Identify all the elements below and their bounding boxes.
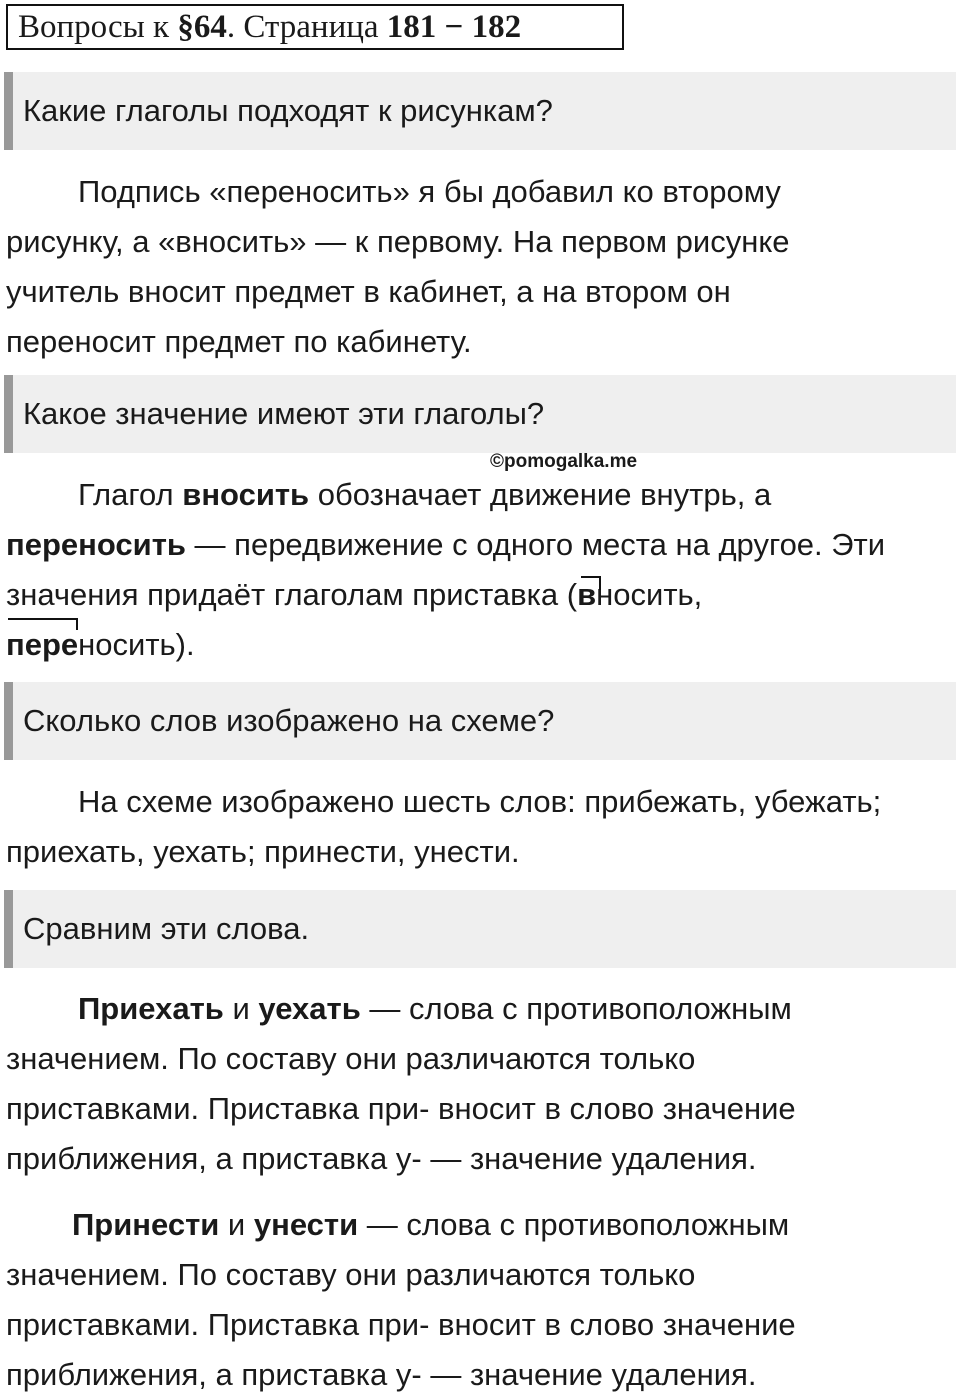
question-text-1: Какие глаголы подходят к рисункам? [23, 93, 553, 128]
answer-2-line [6, 520, 960, 570]
answer-4-line [6, 1200, 960, 1250]
text-run: обозначает движение внутрь, а [309, 477, 772, 512]
question-text-3: Сколько слов изображено на схеме? [23, 703, 555, 738]
prefix-bracket [8, 618, 78, 630]
answer-4-paragraph-1 [6, 984, 960, 1184]
text-run: — слова с противоположным [358, 1207, 790, 1242]
prefix-bracket [581, 576, 601, 590]
answer-3 [6, 777, 960, 877]
text-run: носить, [596, 577, 703, 612]
term-unesti: унести [253, 1207, 359, 1242]
answer-4-line: приближения, а приставка у- — значение удаления. [6, 1357, 757, 1392]
question-text-2: Какое значение имеют эти глаголы? [23, 396, 545, 431]
question-block-2 [4, 375, 956, 453]
term-uekhat: уехать [258, 991, 361, 1026]
text-run: носить). [78, 627, 195, 662]
question-text-4: Сравним эти слова. [23, 911, 310, 946]
term-perenosit: переносить [6, 527, 186, 562]
prefix-letters: в [577, 577, 597, 612]
title-pages: 181 − 182 [386, 9, 522, 45]
answer-1-line: рисунку, а «вносить» — к первому. На первом рисунке [6, 224, 790, 259]
answer-2-line [6, 470, 960, 520]
answer-1-line: переносит предмет по кабинету. [6, 324, 472, 359]
watermark: ©pomogalka.me [490, 451, 638, 472]
prefix-mark-v [577, 570, 596, 620]
answer-3-line: приехать, уехать; принести, унести. [6, 834, 520, 869]
answer-2 [6, 470, 960, 670]
answer-4-paragraph-2 [6, 1200, 960, 1400]
question-block-3 [4, 682, 956, 760]
answer-4-line: значением. По составу они различаются только [6, 1257, 696, 1292]
term-priekhat: Приехать [78, 991, 224, 1026]
question-block-1 [4, 72, 956, 150]
question-block-4 [4, 890, 956, 968]
page-title [6, 4, 624, 50]
text-run: Глагол [78, 477, 183, 512]
title-page-prefix: . Страница [226, 9, 387, 45]
term-prinesti: Принести [72, 1207, 220, 1242]
answer-1-line: учитель вносит предмет в кабинет, а на втором он [6, 274, 731, 309]
prefix-mark-pere [6, 620, 78, 670]
answer-1 [6, 167, 960, 367]
prefix-letters: пере [6, 627, 79, 662]
answer-2-line [6, 620, 960, 670]
answer-4-line: приближения, а приставка у- — значение удаления. [6, 1141, 757, 1176]
text-run: — передвижение с одного места на другое. Эти [185, 527, 886, 562]
answer-3-line: На схеме изображено шесть слов: прибежать, убежать; [78, 784, 882, 819]
title-prefix: Вопросы к [18, 9, 178, 45]
answer-4-line [6, 984, 960, 1034]
text-run: и [223, 991, 259, 1026]
title-section: §64 [177, 9, 227, 45]
text-run: и [219, 1207, 254, 1242]
answer-1-line: Подпись «переносить» я бы добавил ко второму [78, 174, 781, 209]
answer-4-line: приставками. Приставка при- вносит в слово значение [6, 1091, 796, 1126]
text-run: — слова с противоположным [360, 991, 792, 1026]
answer-4-line: приставками. Приставка при- вносит в слово значение [6, 1307, 796, 1342]
answer-4-line: значением. По составу они различаются только [6, 1041, 696, 1076]
answer-2-line [6, 570, 960, 620]
text-run: значения придаёт глаголам приставка ( [6, 577, 578, 612]
term-vnosit: вносить [182, 477, 310, 512]
